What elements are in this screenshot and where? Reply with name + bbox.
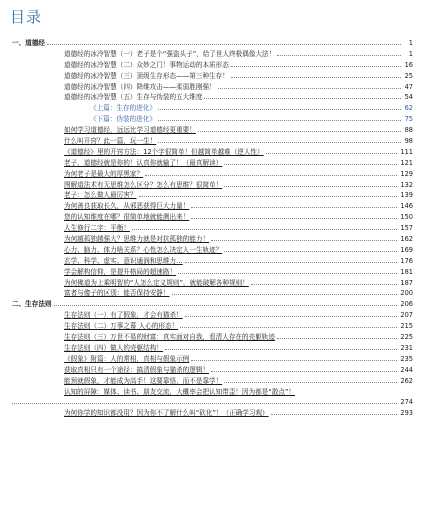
toc-entry[interactable]: [0, 201, 429, 212]
leader-dots: [132, 229, 401, 230]
toc-entry[interactable]: [0, 332, 429, 343]
leader-dots: [139, 196, 401, 197]
toc-entry-page: 244: [400, 365, 413, 374]
toc-entry[interactable]: [0, 71, 429, 82]
toc-entry-page: 207: [400, 311, 413, 320]
toc-entry[interactable]: [0, 256, 429, 267]
toc-entry[interactable]: [0, 103, 429, 114]
toc-entry-page: 293: [400, 409, 413, 418]
leader-dots: [211, 371, 401, 372]
toc-entry-page: 47: [404, 82, 413, 91]
toc-entry-page: 231: [400, 343, 413, 352]
toc-entry[interactable]: [0, 49, 429, 60]
leader-dots: [12, 403, 401, 404]
toc-entry-page: 129: [400, 169, 413, 178]
leader-dots: [224, 186, 401, 187]
leader-dots: [54, 305, 401, 306]
toc-entry[interactable]: [0, 299, 429, 310]
toc-entry-title[interactable]: 《假象》附篇：人的常相，真相与假象示例: [64, 354, 190, 363]
toc-entry-title[interactable]: 富者与傻子的区别：能否保持安静！: [64, 289, 170, 298]
toc-entry-title[interactable]: 为何老子是最大的厚黑家？: [64, 169, 144, 178]
toc-entry-title[interactable]: 心力、脑力、体力啥关系？心性怎么决定人一生轨迹？: [64, 245, 223, 254]
leader-dots: [198, 131, 401, 132]
toc-entry[interactable]: [0, 180, 429, 191]
leader-dots: [224, 251, 401, 252]
leader-dots: [191, 360, 401, 361]
toc-entry-title[interactable]: 生存法则（三）万世不易的财富：真实面对自我，看清人存在的壳躯轨迹: [64, 333, 275, 342]
toc-entry-page: 98: [404, 137, 413, 146]
toc-entry-title[interactable]: 为何善良获取长久，从邪恶获得巨大力量！: [64, 202, 190, 211]
toc-entry[interactable]: [0, 212, 429, 223]
toc-entry-page: 181: [400, 267, 413, 276]
toc-entry-page: 139: [400, 191, 413, 200]
toc-entry-page: 169: [400, 245, 413, 254]
toc-entry-page: 157: [400, 224, 413, 233]
toc-entry[interactable]: [0, 321, 429, 332]
toc-entry-title[interactable]: 为何你学的知识都没用？因为你不了解什么叫“砍化”！（正确学习观）: [64, 409, 269, 418]
toc-entry-title[interactable]: 玄学、科学、虚实、意识通润和思维力…: [64, 256, 183, 265]
leader-dots: [165, 349, 401, 350]
toc-entry[interactable]: [0, 387, 429, 398]
leader-dots: [158, 142, 401, 143]
toc-entry-page: 162: [400, 235, 413, 244]
toc-entry-page: 121: [400, 158, 413, 167]
toc-entry[interactable]: [0, 38, 429, 49]
toc-entry[interactable]: [0, 169, 429, 180]
toc-entry-title[interactable]: 为何佛道为上乘明智的“人怎么定义规则”，就能破解各种规则！: [64, 278, 249, 287]
toc-entry-page: 62: [404, 104, 413, 113]
toc-entry-title[interactable]: 生存法则（二）万事之幕 人心的形态！: [64, 322, 179, 331]
toc-entry[interactable]: [0, 125, 429, 136]
toc-entry-title[interactable]: 生存法则（四）做人的壳躯结构！: [64, 343, 163, 352]
toc-entry-page: 54: [404, 93, 413, 102]
toc-entry[interactable]: [0, 190, 429, 201]
toc-entry-page: 1: [408, 49, 413, 58]
leader-dots: [158, 109, 401, 110]
leader-dots: [145, 175, 401, 176]
leader-dots: [277, 55, 401, 56]
toc-entry-page: 146: [400, 202, 413, 211]
toc-entry[interactable]: [0, 223, 429, 234]
toc-entry-page: 215: [400, 322, 413, 331]
leader-dots: [231, 66, 401, 67]
toc-entry-title[interactable]: 生存法则（一）有了假象，才会有猫杀！: [64, 311, 183, 320]
toc-entry-title[interactable]: 您的认知维度在哪？很简单地就能测出来！: [64, 213, 190, 222]
toc-list: [0, 38, 429, 419]
toc-entry[interactable]: [0, 245, 429, 256]
toc-entry-title[interactable]: 认知的屏障：媒体、读书、朋友交流，大概率会把认知带歪！因为都是“散点”！: [64, 387, 296, 396]
leader-dots: [185, 316, 401, 317]
leader-dots: [180, 327, 401, 328]
toc-entry-page: 176: [400, 256, 413, 265]
toc-entry-page: 132: [400, 180, 413, 189]
leader-dots: [277, 338, 401, 339]
toc-entry-title[interactable]: 人生修行二字：平衡！: [64, 224, 130, 233]
toc-entry-page: 88: [404, 126, 413, 135]
toc-entry[interactable]: [0, 136, 429, 147]
toc-entry[interactable]: [0, 408, 429, 419]
leader-dots: [191, 218, 401, 219]
toc-entry-title[interactable]: 《上篇：生存的进化》: [90, 104, 156, 113]
toc-entry-page: 111: [400, 147, 413, 156]
toc-entry-title[interactable]: 学会解构信仰，是提升格局的超速路！: [64, 267, 177, 276]
leader-dots: [251, 284, 401, 285]
toc-entry-title[interactable]: 《道德经》里的开窍方法：12个字很简单！但越简单越难（逆人性）: [64, 147, 264, 156]
leader-dots: [178, 273, 401, 274]
toc-entry-page: 25: [404, 71, 413, 80]
toc-entry[interactable]: [0, 397, 429, 408]
toc-entry-title[interactable]: 老子，道德经就是你的！认真你就输了！（最真解读）: [64, 158, 223, 167]
leader-dots: [218, 88, 401, 89]
toc-entry[interactable]: [0, 158, 429, 169]
toc-entry-title[interactable]: 什么叫开窍？此一篇，玩一生！: [64, 137, 157, 146]
toc-entry[interactable]: [0, 376, 429, 387]
leader-dots: [231, 77, 401, 78]
toc-entry[interactable]: [0, 278, 429, 289]
toc-entry-title[interactable]: 道德经的冰冷智慧（二）众妙之门！事物运动的本质形态: [64, 60, 229, 69]
toc-entry[interactable]: [0, 234, 429, 245]
toc-entry-page: 16: [404, 60, 413, 69]
leader-dots: [47, 44, 401, 45]
leader-dots: [191, 207, 401, 208]
toc-entry[interactable]: [0, 114, 429, 125]
leader-dots: [185, 262, 401, 263]
toc-entry[interactable]: [0, 92, 429, 103]
toc-entry-title[interactable]: 如何学习道德经，远远比学习道德经更重要！: [64, 126, 196, 135]
toc-entry-title[interactable]: 图解道法术有无思维怎么区分？怎么有思维？很简单！: [64, 180, 223, 189]
leader-dots: [271, 414, 401, 415]
toc-entry-title[interactable]: 为何越孤独越强大？思维力就是对抗孤独的能力！: [64, 235, 210, 244]
leader-dots: [211, 240, 401, 241]
toc-entry-title[interactable]: 道德经的冰冷智慧（五）生存与伪装的五大维度: [64, 93, 203, 102]
toc-entry-page: 225: [400, 333, 413, 342]
toc-entry[interactable]: [0, 365, 429, 376]
toc-entry-page: 274: [400, 398, 413, 407]
toc-entry[interactable]: [0, 60, 429, 71]
toc-entry-page: 206: [400, 300, 413, 309]
toc-entry[interactable]: [0, 82, 429, 93]
toc-entry[interactable]: [0, 310, 429, 321]
toc-entry[interactable]: [0, 288, 429, 299]
leader-dots: [158, 120, 401, 121]
toc-entry-title[interactable]: 老子：怎么做人最厉害？: [64, 191, 137, 200]
toc-entry-title[interactable]: 道德经的冰冷智慧（一）老子是个“强盗头子”，给了世人终极偶像大法！: [64, 49, 276, 58]
toc-entry-title[interactable]: 道德经的冰冷智慧（三）顶级生存形态——第三种生存！: [64, 71, 229, 80]
toc-entry-page: 75: [404, 115, 413, 124]
toc-entry-title[interactable]: 能预就假象，才能成为高手！这要靠悟，而不是靠学！: [64, 376, 223, 385]
toc-entry-title[interactable]: 一、道德经: [12, 39, 45, 47]
toc-entry-title[interactable]: 道德经的冰冷智慧（四）降维攻击——柔弱胜刚强！: [64, 82, 216, 91]
toc-entry[interactable]: [0, 147, 429, 158]
toc-entry-title[interactable]: 二、生存法则: [12, 300, 52, 309]
toc-entry-title[interactable]: 《下篇：伪装的进化》: [90, 115, 156, 124]
toc-entry[interactable]: [0, 354, 429, 365]
toc-entry-page: 187: [400, 278, 413, 287]
toc-entry-page: 262: [400, 376, 413, 385]
leader-dots: [204, 98, 401, 99]
toc-entry-page: 200: [400, 289, 413, 298]
leader-dots: [266, 153, 401, 154]
leader-dots: [224, 382, 401, 383]
toc-entry[interactable]: [0, 267, 429, 278]
toc-title: 目录: [10, 8, 43, 26]
toc-entry-page: 235: [400, 354, 413, 363]
leader-dots: [172, 294, 401, 295]
leader-dots: [224, 164, 401, 165]
toc-entry-page: 1: [408, 39, 413, 47]
toc-entry-title[interactable]: 获取真相只有一个途径：搞清假象与猫杀的逻辑！: [64, 365, 210, 374]
toc-entry[interactable]: [0, 343, 429, 354]
toc-entry-page: 150: [400, 213, 413, 222]
